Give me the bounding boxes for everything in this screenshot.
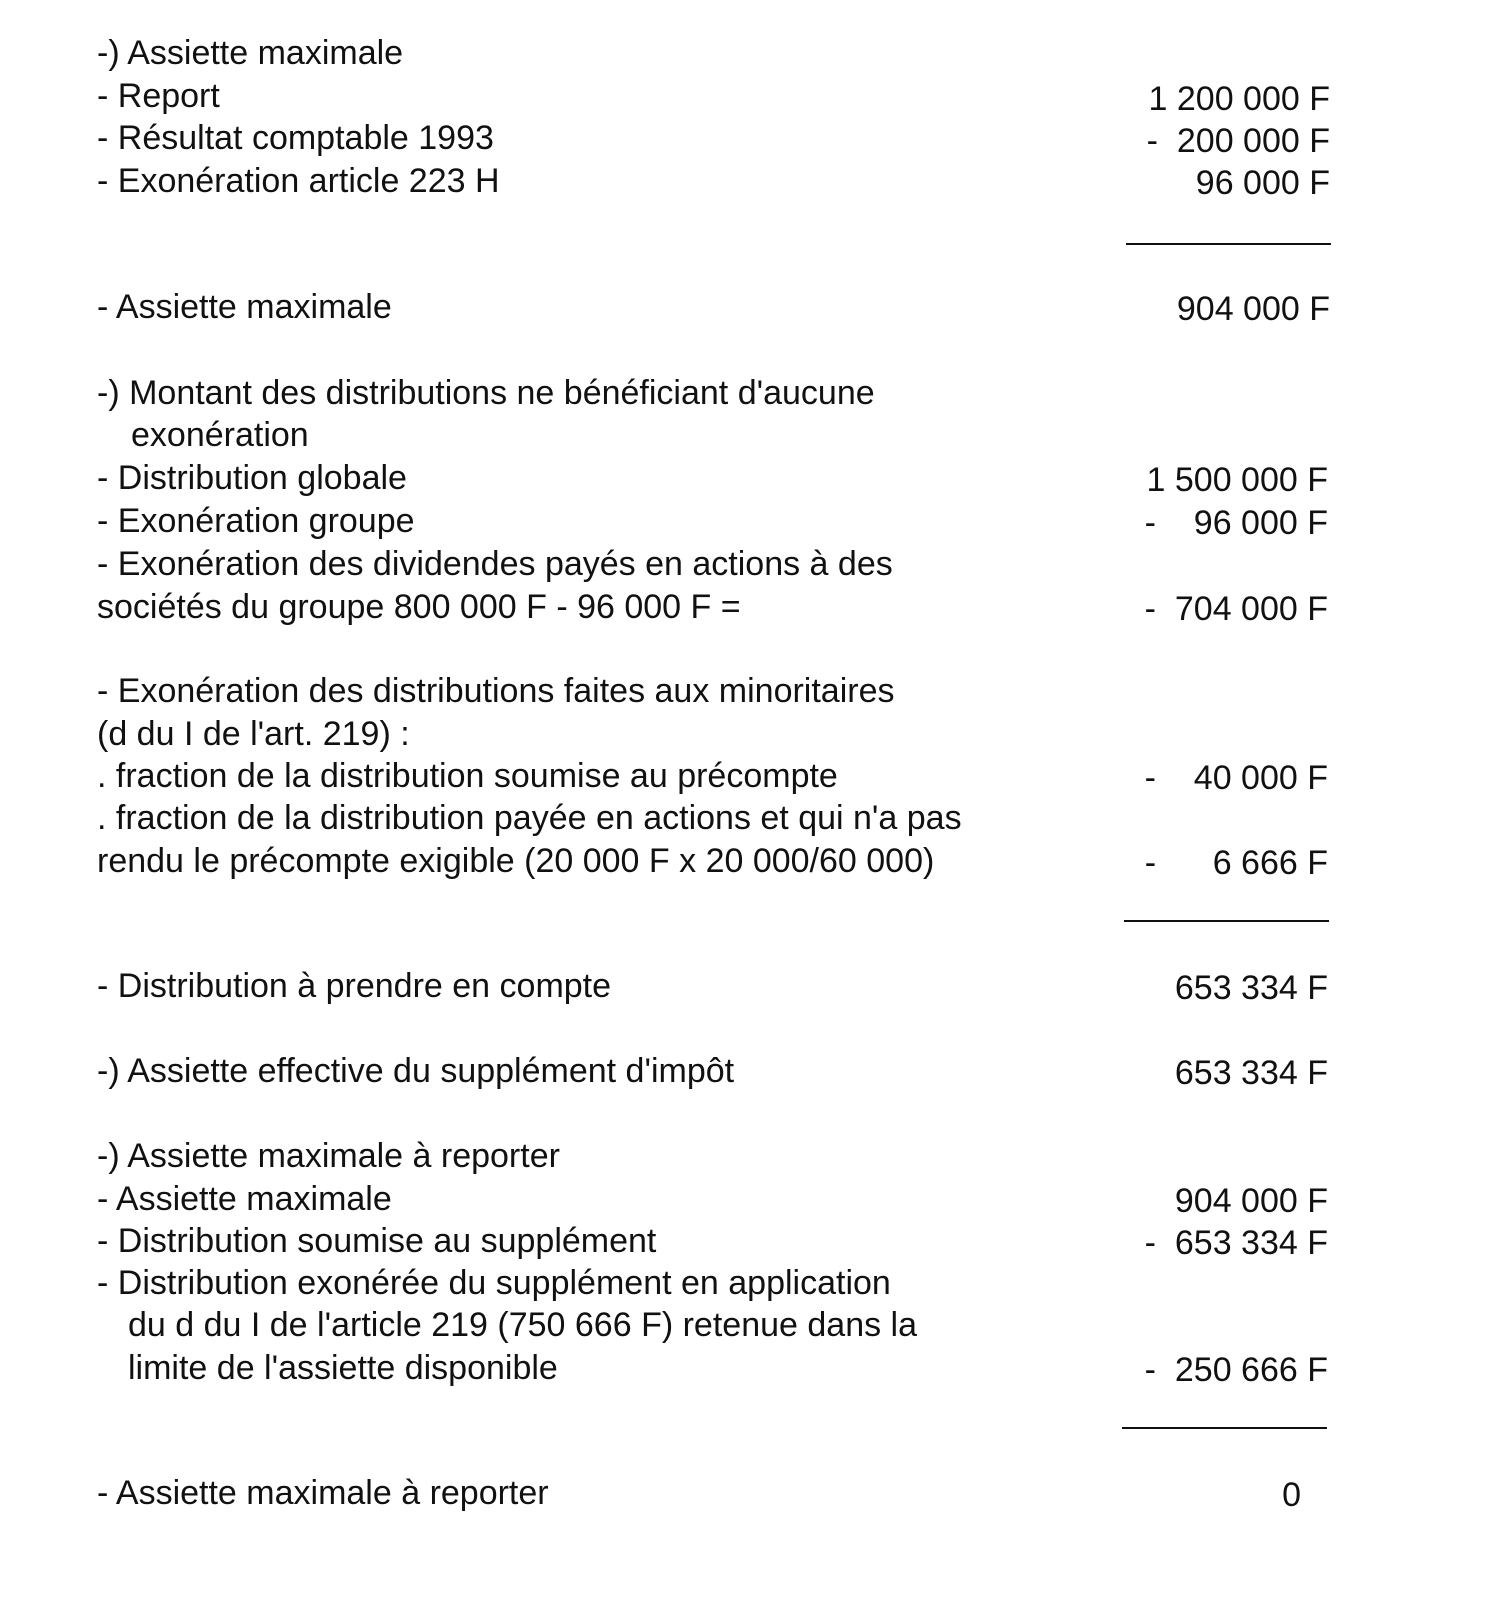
row-label-distribution-soumise: - Distribution soumise au supplément — [97, 1222, 657, 1260]
row-amount-resultat: - 200 000 F — [1146, 122, 1330, 160]
total-label-maximal-base: - Assiette maximale — [97, 288, 392, 326]
row-label-fraction-actions-cont: rendu le précompte exigible (20 000 F x 20 000/60 000) — [97, 842, 935, 880]
row-amount-shares-dividends: - 704 000 F — [1144, 590, 1328, 628]
row-amount-fraction-actions: - 6 666 F — [1144, 844, 1328, 882]
total-amount-distribution: 653 334 F — [1174, 969, 1328, 1007]
section-heading-distributions-cont: exonération — [131, 416, 309, 454]
subtotal-rule — [1124, 920, 1329, 922]
row-label-distribution-exoneree-cont1: du d du I de l'article 219 (750 666 F) retenue dans la — [128, 1306, 918, 1344]
row-amount-assiette-maximale: 904 000 F — [1174, 1182, 1328, 1220]
total-amount-carry-forward: 0 — [1282, 1476, 1301, 1514]
total-amount-maximal-base: 904 000 F — [1176, 290, 1330, 328]
row-amount-exoneration-223h: 96 000 F — [1195, 164, 1330, 202]
row-label-shares-dividends-cont: sociétés du groupe 800 000 F - 96 000 F = — [97, 588, 741, 626]
row-amount-distribution-exoneree: - 250 666 F — [1144, 1351, 1328, 1389]
row-label-resultat: - Résultat comptable 1993 — [97, 119, 494, 157]
row-label-minority-cont: (d du I de l'art. 219) : — [97, 715, 410, 753]
row-label-exoneration-groupe: - Exonération groupe — [97, 502, 415, 540]
effective-base-amount: 653 334 F — [1174, 1054, 1328, 1092]
row-label-report: - Report — [97, 77, 220, 115]
subtotal-rule — [1126, 243, 1331, 245]
row-label-shares-dividends: - Exonération des dividendes payés en actions à des — [97, 545, 893, 583]
row-amount-distribution-globale: 1 500 000 F — [1146, 461, 1328, 499]
subtotal-rule — [1122, 1427, 1327, 1429]
section-heading-carry-forward: -) Assiette maximale à reporter — [97, 1137, 560, 1175]
row-label-distribution-exoneree-cont2: limite de l'assiette disponible — [128, 1349, 558, 1387]
row-amount-report: 1 200 000 F — [1148, 80, 1330, 118]
row-label-distribution-exoneree: - Distribution exonérée du supplément en application — [97, 1264, 891, 1302]
row-label-distribution-globale: - Distribution globale — [97, 459, 407, 497]
row-label-assiette-maximale: - Assiette maximale — [97, 1180, 392, 1218]
row-label-minority: - Exonération des distributions faites aux minoritaires — [97, 672, 895, 710]
section-heading-distributions: -) Montant des distributions ne bénéficiant d'aucune — [97, 374, 875, 412]
total-label-distribution: - Distribution à prendre en compte — [97, 967, 612, 1005]
row-label-fraction-precompte: . fraction de la distribution soumise au précompte — [97, 757, 838, 795]
effective-base-label: -) Assiette effective du supplément d'impôt — [97, 1052, 735, 1090]
total-label-carry-forward: - Assiette maximale à reporter — [97, 1474, 549, 1512]
row-amount-distribution-soumise: - 653 334 F — [1144, 1224, 1328, 1262]
row-amount-fraction-precompte: - 40 000 F — [1144, 759, 1328, 797]
row-label-fraction-actions: . fraction de la distribution payée en actions et qui n'a pas — [97, 799, 962, 837]
section-heading-maximal-base: -) Assiette maximale — [97, 34, 404, 72]
row-label-exoneration-223h: - Exonération article 223 H — [97, 162, 500, 200]
row-amount-exoneration-groupe: - 96 000 F — [1144, 504, 1328, 542]
